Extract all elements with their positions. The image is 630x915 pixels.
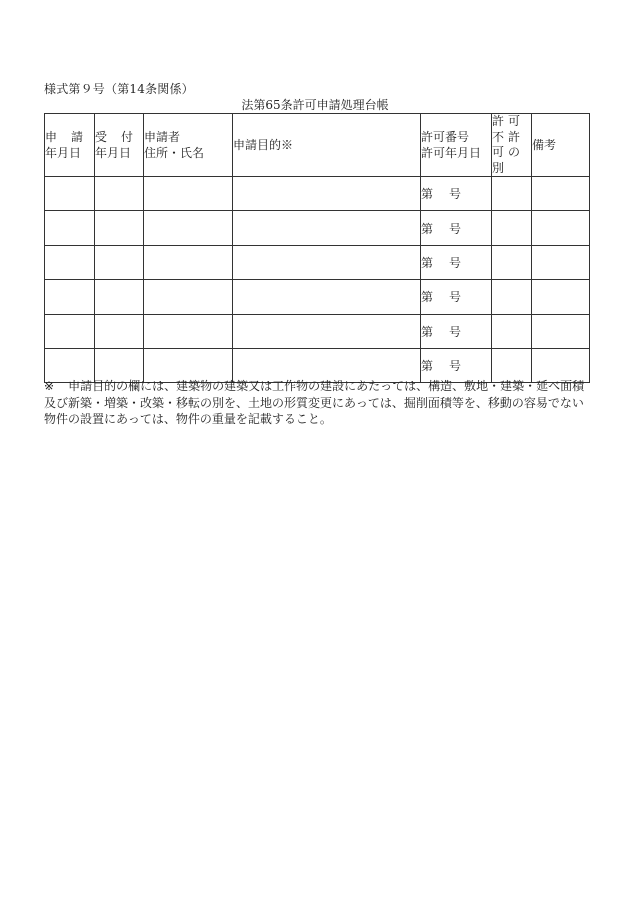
table-cell [95, 280, 144, 314]
table-row [45, 280, 590, 314]
table-cell [144, 245, 233, 279]
permit-prefix: 第 [421, 255, 434, 270]
ledger-table [44, 113, 590, 383]
table-cell [233, 245, 421, 279]
table-cell [492, 245, 532, 279]
table-cell [492, 177, 532, 211]
table-cell [532, 245, 590, 279]
table-cell [233, 177, 421, 211]
form-number: 様式第９号（第14条関係） [44, 82, 194, 96]
header-permit-status: 許 可 不 許 可 の 別 [492, 114, 532, 177]
table-cell [45, 211, 95, 245]
permit-suffix: 号 [448, 221, 461, 236]
table-cell [532, 314, 590, 348]
header-row [45, 114, 590, 177]
table-cell [233, 314, 421, 348]
permit-number-cell [421, 211, 492, 245]
table-cell [95, 177, 144, 211]
header-remarks: 備考 [532, 114, 590, 177]
table-cell [45, 280, 95, 314]
permit-prefix: 第 [421, 290, 434, 305]
permit-suffix: 号 [448, 359, 461, 374]
table-cell [532, 211, 590, 245]
table-cell [95, 245, 144, 279]
permit-number-cell [421, 245, 492, 279]
permit-suffix: 号 [448, 187, 461, 202]
table-cell [95, 211, 144, 245]
table-row [45, 245, 590, 279]
table-row [45, 177, 590, 211]
header-purpose: 申請目的※ [233, 114, 421, 177]
table-cell [233, 211, 421, 245]
page-title: 法第65条許可申請処理台帳 [241, 98, 389, 112]
note-text: 申請目的の欄には、建築物の建築又は工作物の建設にあたっては、構造、敷地・建築・延べ面積及び新築・増築・改築・移転の別を、土地の形質変更にあっては、掘削面積等を、移動の容易でない物件の設置にあっては、物件の重量を記載すること。 [44, 379, 585, 426]
header-receipt-date: 受 付 年月日 [95, 114, 144, 177]
header-applicant: 申請者 住所・氏名 [144, 114, 233, 177]
table-cell [144, 177, 233, 211]
table-cell [45, 245, 95, 279]
permit-prefix: 第 [421, 187, 434, 202]
table-cell [144, 314, 233, 348]
header-application-date: 申 請 年月日 [45, 114, 95, 177]
permit-suffix: 号 [448, 324, 461, 339]
table-row [45, 314, 590, 348]
table-cell [492, 314, 532, 348]
permit-prefix: 第 [421, 324, 434, 339]
footnote [44, 378, 592, 428]
permit-suffix: 号 [448, 290, 461, 305]
table-cell [45, 314, 95, 348]
note-mark: ※ [44, 379, 55, 393]
permit-number-cell [421, 314, 492, 348]
permit-number-cell [421, 177, 492, 211]
table-cell [233, 280, 421, 314]
permit-suffix: 号 [448, 255, 461, 270]
table-cell [144, 280, 233, 314]
table-cell [532, 177, 590, 211]
table-cell [144, 211, 233, 245]
table-row [45, 211, 590, 245]
permit-prefix: 第 [421, 221, 434, 236]
table-cell [45, 177, 95, 211]
table-cell [95, 314, 144, 348]
permit-prefix: 第 [421, 359, 434, 374]
table-cell [532, 280, 590, 314]
table-cell [492, 280, 532, 314]
permit-number-cell [421, 280, 492, 314]
table-cell [492, 211, 532, 245]
header-permit-number: 許可番号 許可年月日 [421, 114, 492, 177]
